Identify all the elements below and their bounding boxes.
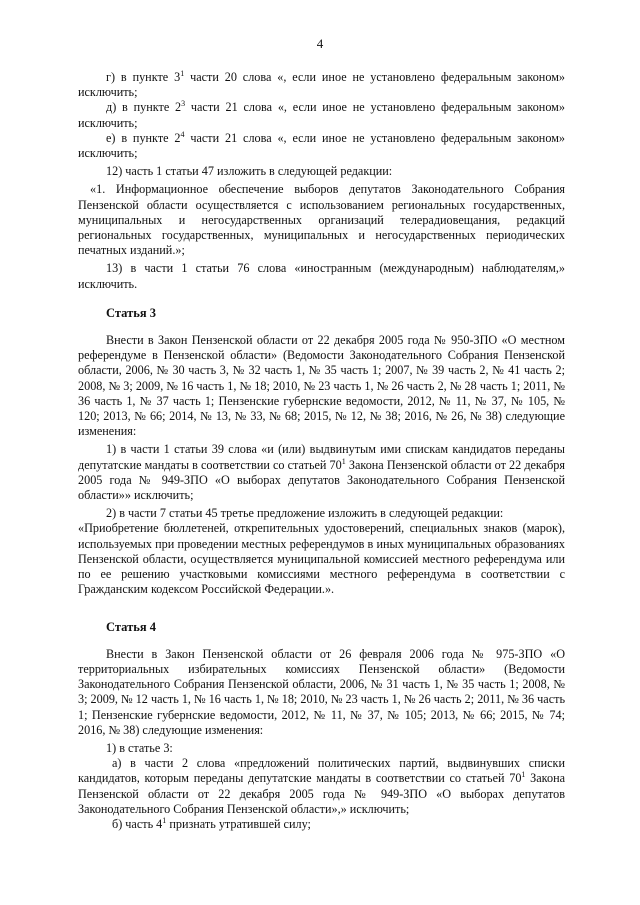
superscript: 1	[162, 815, 167, 825]
item-text: признать утратившей силу;	[166, 816, 311, 831]
article-4-sub-a	[78, 756, 565, 817]
item-text: части 20 слова «, если иное не установлено федеральным законом» исключить;	[78, 70, 565, 100]
item-text: д) в пункте 2	[106, 100, 182, 115]
superscript: 1	[341, 456, 346, 466]
article-3-heading: Статья 3	[106, 305, 156, 320]
item-text: е) в пункте 2	[106, 130, 181, 145]
article-4-item-1: 1) в статье 3:	[106, 740, 173, 755]
superscript: 1	[180, 69, 185, 78]
article-4-heading: Статья 4	[106, 619, 156, 634]
item-text: части 21 слова «, если иное не установлено федеральным законом» исключить;	[78, 100, 565, 130]
page-number: 4	[316, 36, 324, 51]
item-12-quote: «1. Информационное обеспечение выборов депутатов Законодательного Собрания Пензенской области осуществляется с использованием региональных государственных, муниципальных и негосударственных организаций телерадиовещания, редакций региональных государственных, муниципальных и негосударственных периодических печатных изданий.»;	[78, 182, 565, 258]
item-text: 1) в части 1 статьи 39 слова «и (или) выдвинутым ими спискам кандидатов переданы депутатские мандаты в соответствии со статьей 70	[78, 442, 565, 472]
item-text: Закона Пензенской области от 22 декабря 2005 года № 949-ЗПО «О выборах депутатов Законодательного Собрания Пензенской области»» исключить;	[78, 457, 565, 503]
list-item	[78, 70, 565, 100]
document-body	[78, 70, 565, 832]
article-4-intro: Внести в Закон Пензенской области от 26 февраля 2006 года № 975-ЗПО «О территориальных избирательных комиссиях Пензенской области» (Ведомости Законодательного Собрания Пензенской области, 2006, № 31 часть 1, № 35 часть 1; 2008, № 3; 2009, № 12 часть 1, № 16 часть 1, № 18; 2010, № 23 часть 1, № 26 часть 2; 2011, № 36 часть 1; Пензенские губернские ведомости, 2012, № 11, № 37, № 105; 2013, № 66; 2015, № 74; 2016, № 38) следующие изменения:	[78, 646, 565, 737]
item-text: а) в части 2 слова «предложений политических партий, выдвинувших списки кандидатов, которым переданы депутатские мандаты в соответствии со статьей 70	[78, 756, 565, 786]
superscript: 3	[181, 99, 186, 109]
article-4-sub-b	[78, 817, 565, 832]
item-13: 13) в части 1 статьи 76 слова «иностранным (международным) наблюдателям,» исключить.	[78, 261, 565, 291]
item-text: части 21 слова «, если иное не установлено федеральным законом» исключить;	[78, 130, 565, 161]
list-item	[78, 100, 565, 130]
item-12: 12) часть 1 статьи 47 изложить в следующей редакции:	[106, 164, 393, 179]
article-3-item-2: 2) в части 7 статьи 45 третье предложение изложить в следующей редакции:	[106, 506, 504, 521]
superscript: 1	[521, 770, 526, 780]
item-text: г) в пункте 3	[106, 70, 181, 84]
superscript: 4	[180, 129, 185, 139]
article-3-intro: Внести в Закон Пензенской области от 22 декабря 2005 года № 950-ЗПО «О местном референдуме в Пензенской области» (Ведомости Законодательного Собрания Пензенской области, 2006, № 30 часть 3, № 32 часть 1, № 35 часть 1; 2007, № 39 часть 2, № 41 часть 2; 2008, № 3; 2009, № 16 часть 1, № 18; 2010, № 23 часть 1, № 26 часть 2, № 28 часть 1; 2011, № 36 часть 1, № 37 часть 1; Пензенские губернские ведомости, 2012, № 11, № 37, № 105, № 120; 2013, № 66; 2014, № 13, № 33, № 68; 2015, № 12, № 38; 2016, № 26, № 38) следующие изменения:	[78, 333, 565, 439]
article-3-item-1	[78, 442, 565, 503]
item-text: Закона Пензенской области от 22 декабря 2005 года № 949-ЗПО «О выборах депутатов Законодательного Собрания Пензенской области»,» исключить;	[78, 771, 565, 816]
article-3-item-2-quote: «Приобретение бюллетеней, открепительных удостоверений, специальных знаков (марок), используемых при проведении местных референдумов в иных муниципальных образованиях Пензенской области, осуществляется муниципальной комиссией местного референдума или по ее решению участковыми комиссиями местного референдума в соответствии с Гражданским кодексом Российской Федерации.».	[78, 521, 565, 597]
list-item	[78, 131, 565, 161]
item-text: б) часть 4	[112, 816, 163, 831]
